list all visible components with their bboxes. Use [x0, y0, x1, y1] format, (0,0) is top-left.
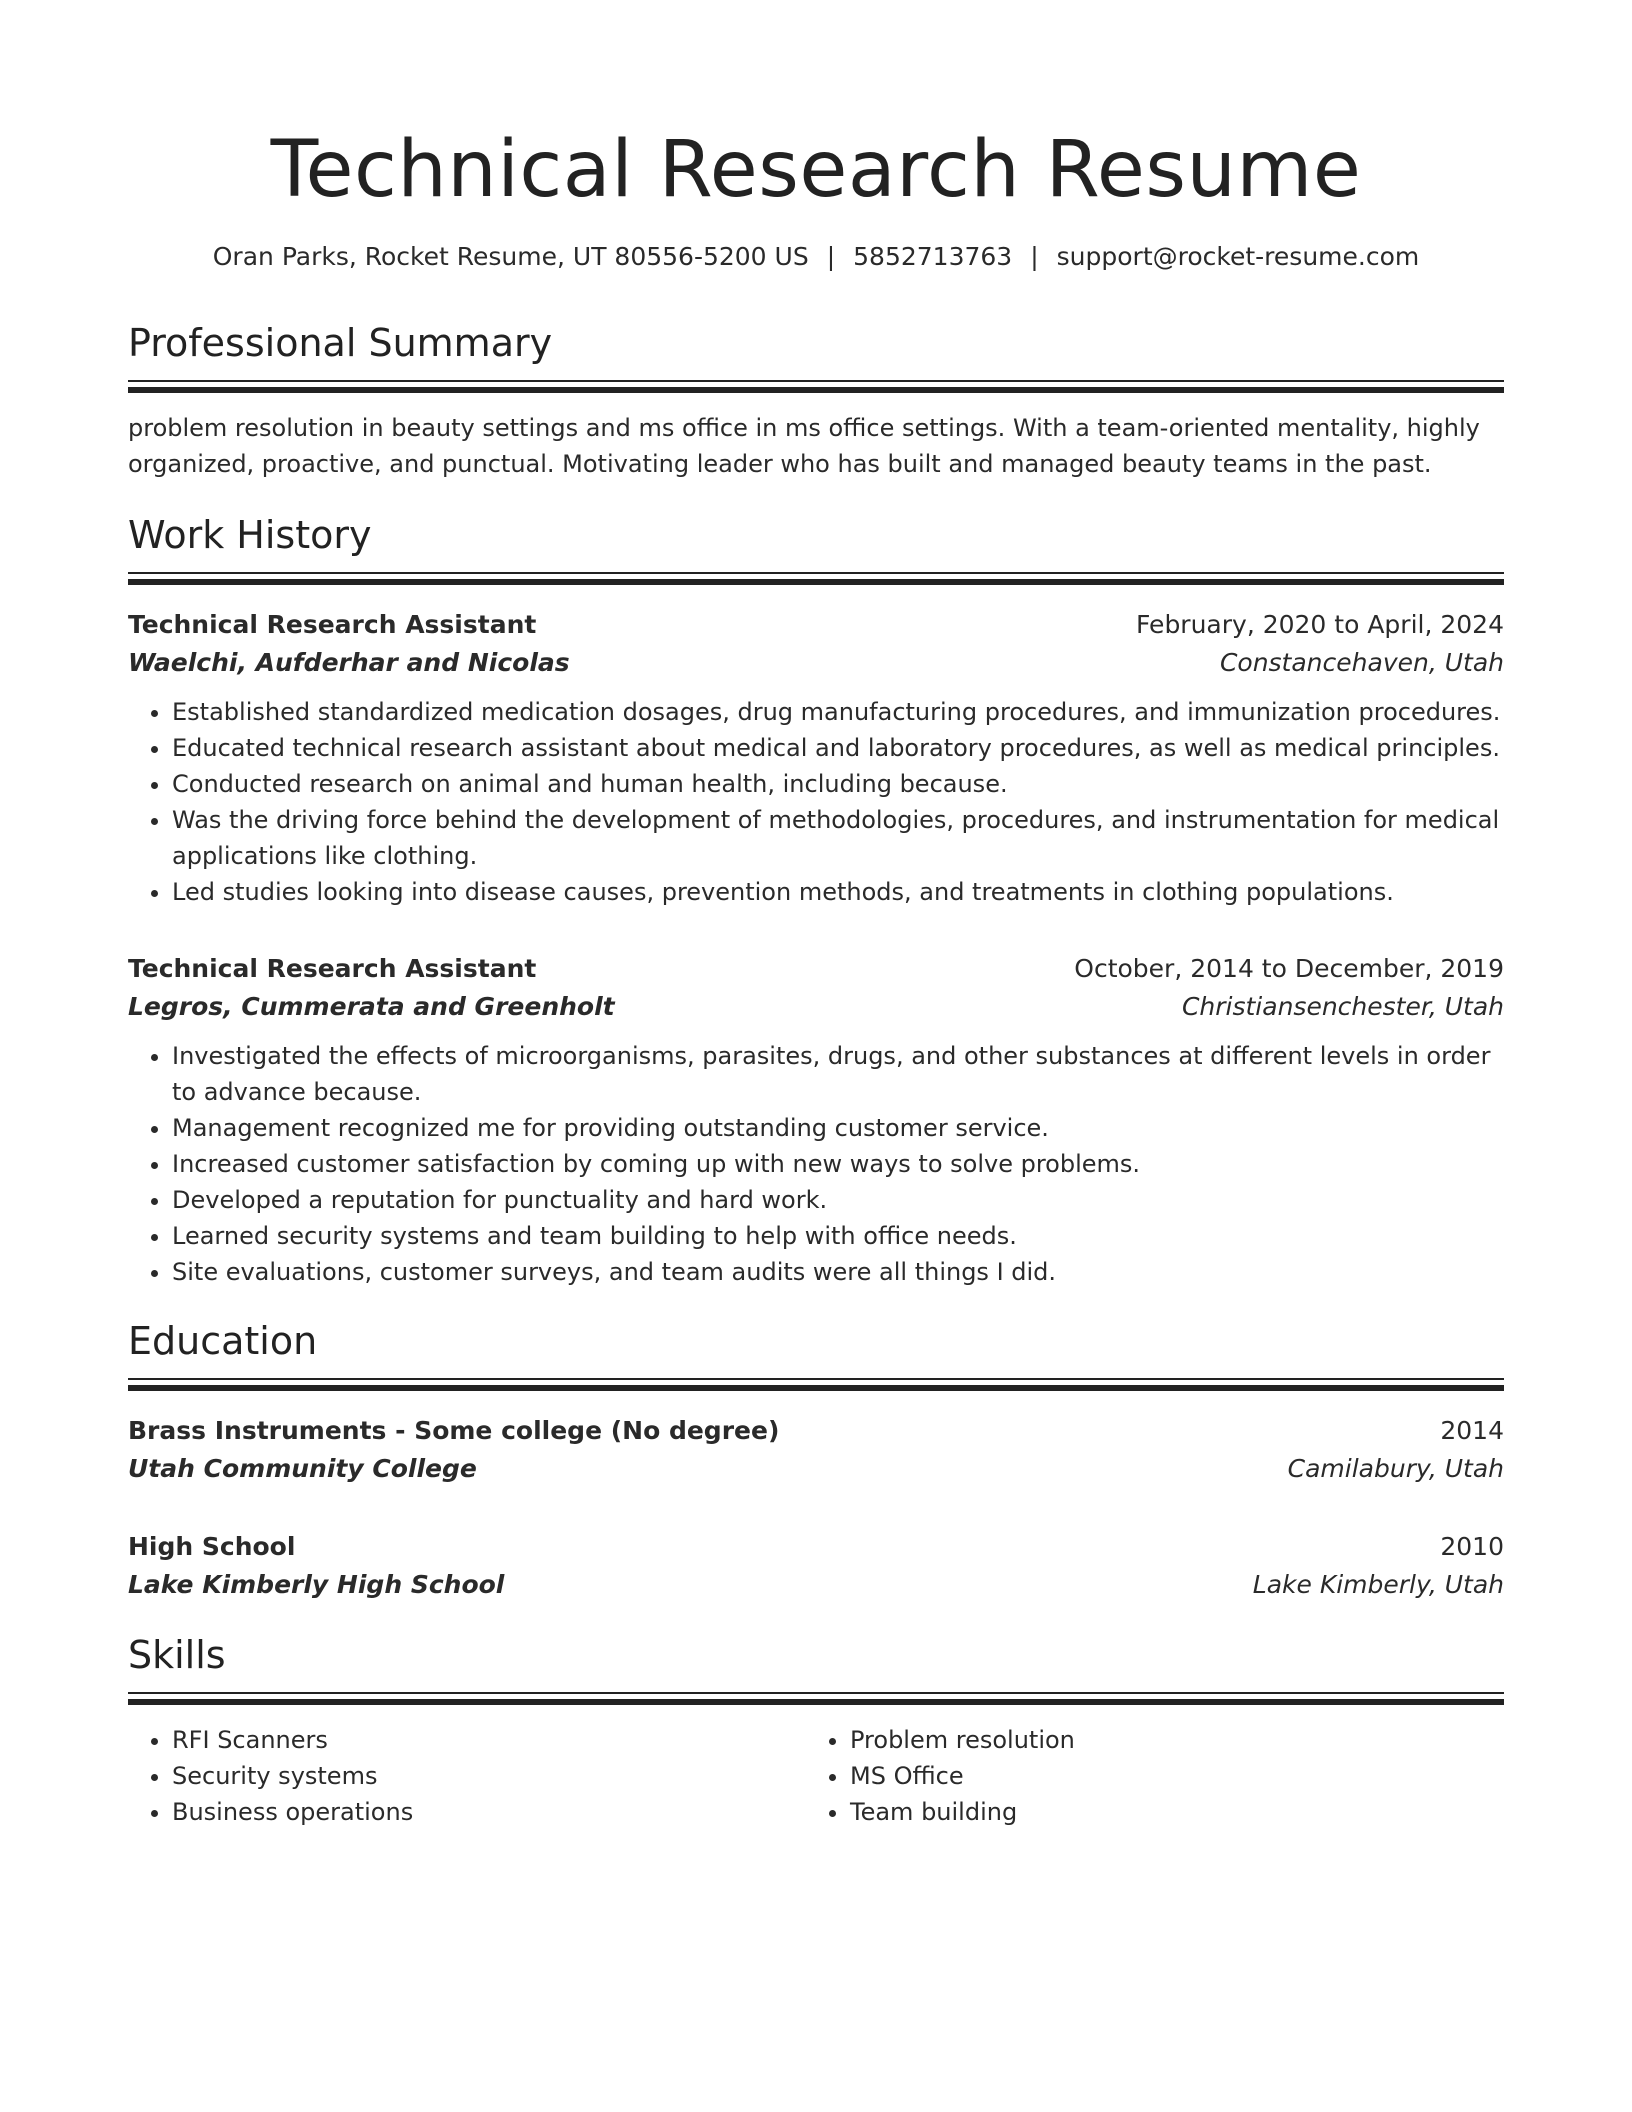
contact-email: support@rocket-resume.com — [1056, 242, 1420, 271]
job-company-row — [128, 988, 1504, 1026]
education-header-row — [128, 1412, 1504, 1450]
education-school-row — [128, 1566, 1504, 1604]
education-location: Camilabury, Utah — [1287, 1454, 1504, 1483]
job-location: Constancehaven, Utah — [1219, 648, 1504, 677]
section-education — [128, 1316, 1504, 1604]
list-item: • Investigated the effects of microorganisms, parasites, drugs, and other substances at different levels in order to advance because. — [172, 1038, 1504, 1110]
list-item: • Learned security systems and team building to help with office needs. — [172, 1218, 1504, 1254]
section-title: Work History — [128, 513, 372, 557]
skills-column-left — [128, 1722, 802, 1830]
section-title: Professional Summary — [128, 321, 553, 365]
list-item: • Increased customer satisfaction by coming up with new ways to solve problems. — [172, 1146, 1504, 1182]
job-bullets — [128, 1038, 1504, 1290]
resume-page — [128, 0, 1504, 1830]
section-skills — [128, 1630, 1504, 1830]
contact-phone: 5852713763 — [853, 242, 1013, 271]
section-title: Skills — [128, 1633, 226, 1677]
section-divider — [128, 1378, 1504, 1390]
list-item: • Established standardized medication dosages, drug manufacturing procedures, and immunization procedures. — [172, 694, 1504, 730]
section-professional-summary — [128, 318, 1504, 482]
skill-item: • Problem resolution — [850, 1722, 1480, 1758]
skill-item: • Security systems — [172, 1758, 802, 1794]
list-item: • Led studies looking into disease causes, prevention methods, and treatments in clothing populations. — [172, 874, 1504, 910]
education-entry — [128, 1412, 1504, 1488]
education-location: Lake Kimberly, Utah — [1252, 1570, 1504, 1599]
job-entry — [128, 950, 1504, 1290]
section-title: Education — [128, 1319, 318, 1363]
job-bullets — [128, 694, 1504, 910]
education-entry — [128, 1528, 1504, 1604]
section-work-history — [128, 510, 1504, 1290]
summary-text: problem resolution in beauty settings and ms office in ms office settings. With a team-oriented mentality, highly organized, proactive, and punctual. Motivating leader who has built and managed beauty teams in the past. — [128, 414, 1480, 478]
list-item: • Conducted research on animal and human health, including because. — [172, 766, 1504, 802]
list-item: • Educated technical research assistant about medical and laboratory procedures, as well as medical principles. — [172, 730, 1504, 766]
skills-column-right — [802, 1722, 1480, 1830]
skill-item: • Business operations — [172, 1794, 802, 1830]
job-location: Christiansenchester, Utah — [1181, 992, 1504, 1021]
skill-item: • MS Office — [850, 1758, 1480, 1794]
list-item: • Management recognized me for providing outstanding customer service. — [172, 1110, 1504, 1146]
job-entry — [128, 606, 1504, 910]
skills-grid — [128, 1722, 1504, 1830]
education-degree: High School — [128, 1532, 296, 1561]
section-divider — [128, 380, 1504, 392]
job-dates: February, 2020 to April, 2024 — [1136, 610, 1504, 639]
contact-line — [128, 240, 1504, 274]
education-year: 2014 — [1440, 1416, 1504, 1445]
education-degree: Brass Instruments - Some college (No degree) — [128, 1416, 780, 1445]
job-company: Waelchi, Aufderhar and Nicolas — [128, 648, 570, 677]
education-school: Utah Community College — [128, 1454, 477, 1483]
education-school: Lake Kimberly High School — [128, 1570, 505, 1599]
education-school-row — [128, 1450, 1504, 1488]
job-company-row — [128, 644, 1504, 682]
job-company: Legros, Cummerata and Greenholt — [128, 992, 615, 1021]
skill-item: • Team building — [850, 1794, 1480, 1830]
list-item: • Site evaluations, customer surveys, and team audits were all things I did. — [172, 1254, 1504, 1290]
resume-title: Technical Research Resume — [270, 125, 1362, 215]
list-item: • Was the driving force behind the development of methodologies, procedures, and instrumentation for medical applications like clothing. — [172, 802, 1504, 874]
skill-item: • RFI Scanners — [172, 1722, 802, 1758]
contact-separator: | — [1030, 242, 1039, 271]
education-year: 2010 — [1440, 1532, 1504, 1561]
section-divider — [128, 572, 1504, 584]
job-role: Technical Research Assistant — [128, 954, 537, 983]
education-header-row — [128, 1528, 1504, 1566]
job-header-row — [128, 606, 1504, 644]
contact-address: Oran Parks, Rocket Resume, UT 80556-5200 US — [212, 242, 809, 271]
job-dates: October, 2014 to December, 2019 — [1074, 954, 1504, 983]
job-role: Technical Research Assistant — [128, 610, 537, 639]
contact-separator: | — [826, 242, 836, 271]
section-divider — [128, 1692, 1504, 1704]
job-header-row — [128, 950, 1504, 988]
list-item: • Developed a reputation for punctuality and hard work. — [172, 1182, 1504, 1218]
